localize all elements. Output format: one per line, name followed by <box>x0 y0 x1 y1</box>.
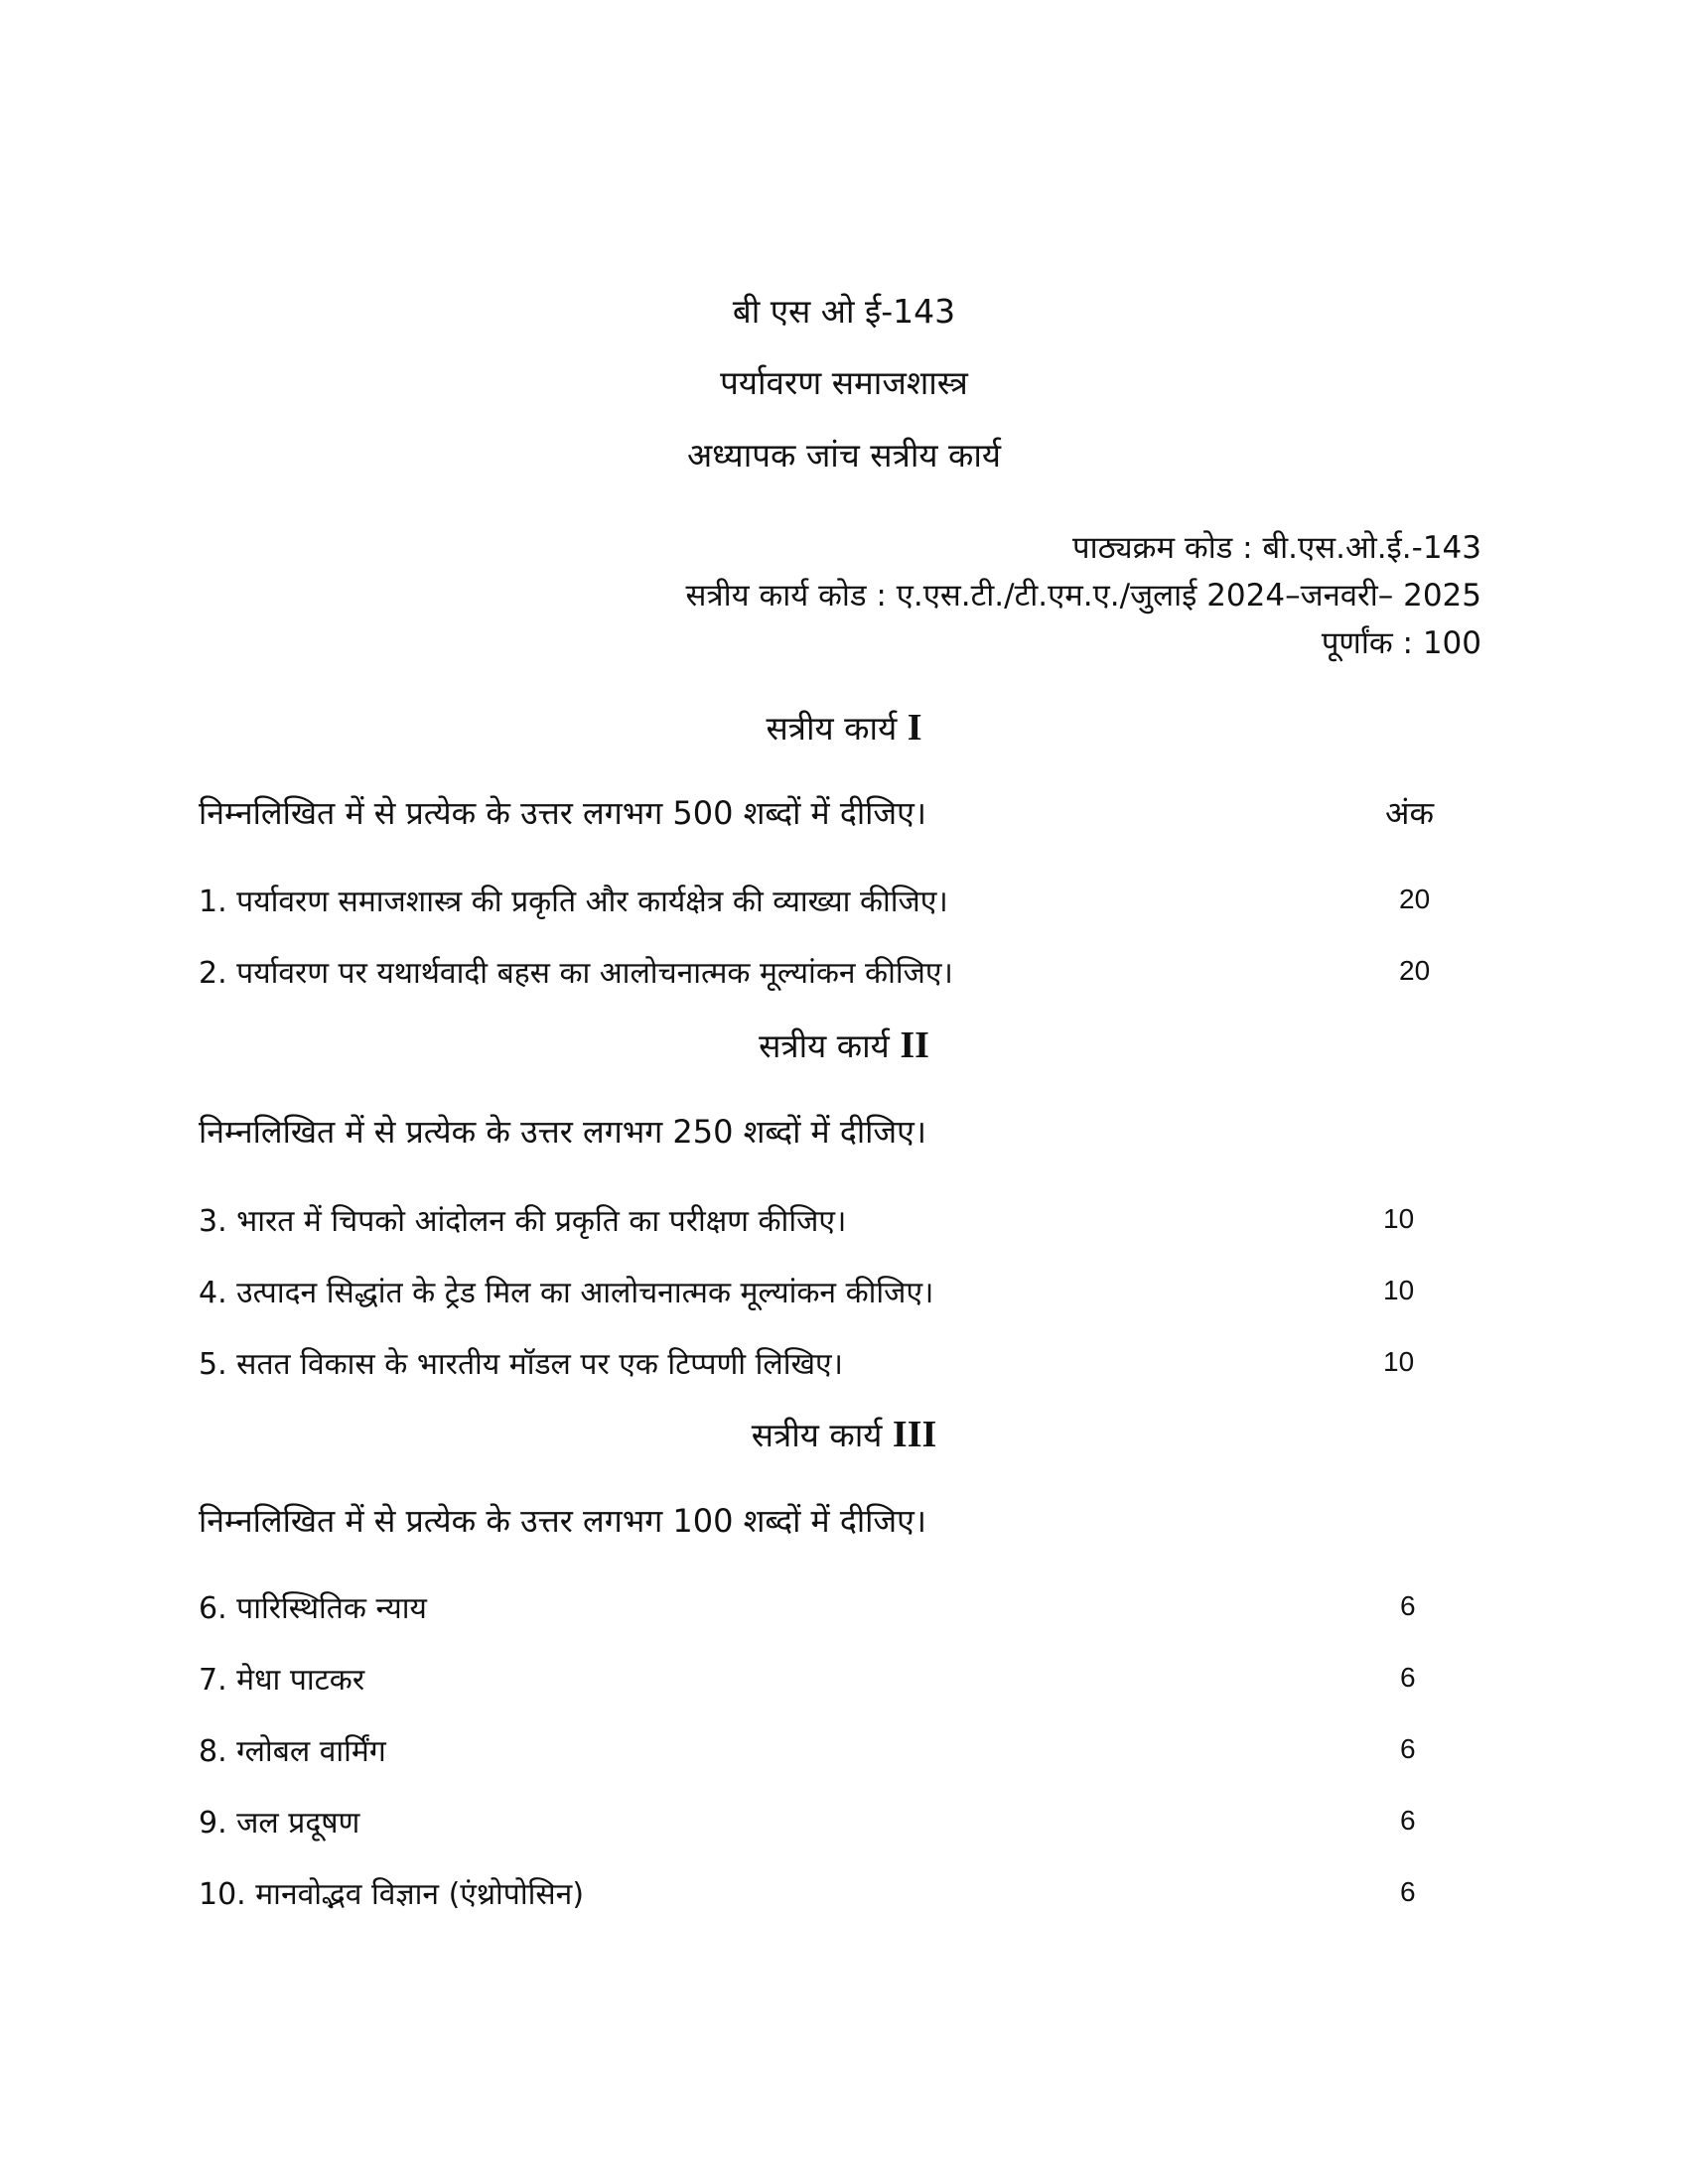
max-marks-line: पूर्णांक : 100 <box>1321 625 1481 661</box>
section-2-instruction: निम्नलिखित में से प्रत्येक के उत्तर लगभग 250 शब्दों में दीजिए। <box>199 1113 926 1151</box>
question-marks: 10 <box>1383 1346 1415 1377</box>
section-heading-prefix: सत्रीय कार्य <box>759 1026 890 1065</box>
assignment-type: अध्यापक जांच सत्रीय कार्य <box>686 436 1002 475</box>
assignment-code-line: सत्रीय कार्य कोड : ए.एस.टी./टी.एम.ए./जुलाई 2024–जनवरी– 2025 <box>685 578 1481 614</box>
question-marks: 20 <box>1399 884 1431 914</box>
course-code-title: बी एस ओ ई-143 <box>732 292 956 331</box>
question-marks: 6 <box>1400 1805 1416 1836</box>
question-item: 1. पर्यावरण समाजशास्त्र की प्रकृति और कार्यक्षेत्र की व्याख्या कीजिए। <box>199 885 948 919</box>
question-item: 7. मेधा पाटकर <box>199 1663 365 1698</box>
question-item: 6. पारिस्थितिक न्याय <box>199 1591 427 1626</box>
question-item: 3. भारत में चिपको आंदोलन की प्रकृति का परीक्षण कीजिए। <box>199 1204 847 1239</box>
section-heading-roman: II <box>900 1024 929 1066</box>
question-item: 5. सतत विकास के भारतीय मॉडल पर एक टिप्पणी लिखिए। <box>199 1347 843 1382</box>
question-marks: 10 <box>1383 1275 1415 1305</box>
section-3-instruction: निम्नलिखित में से प्रत्येक के उत्तर लगभग 100 शब्दों में दीजिए। <box>199 1502 926 1540</box>
question-marks: 10 <box>1383 1203 1415 1234</box>
section-heading-3 <box>0 1412 1688 1456</box>
section-heading-prefix: सत्रीय कार्य <box>751 1416 883 1454</box>
question-item: 2. पर्यावरण पर यथार्थवादी बहस का आलोचनात्मक मूल्यांकन कीजिए। <box>199 956 953 991</box>
section-heading-roman: III <box>892 1414 937 1455</box>
question-item: 4. उत्पादन सिद्धांत के ट्रेड मिल का आलोचनात्मक मूल्यांकन कीजिए। <box>199 1276 934 1310</box>
section-heading-roman: I <box>907 707 922 749</box>
marks-column-header: अंक <box>1385 794 1435 832</box>
section-heading-2 <box>0 1023 1688 1067</box>
question-item: 8. ग्लोबल वार्मिंग <box>199 1734 386 1769</box>
question-marks: 6 <box>1400 1662 1416 1693</box>
course-code-line: पाठ्यक्रम कोड : बी.एस.ओ.ई.-143 <box>1072 530 1481 566</box>
section-1-instruction: निम्नलिखित में से प्रत्येक के उत्तर लगभग 500 शब्दों में दीजिए। <box>199 794 926 832</box>
question-marks: 6 <box>1400 1733 1416 1764</box>
question-marks: 20 <box>1399 955 1431 986</box>
section-heading-prefix: सत्रीय कार्य <box>766 709 898 748</box>
question-marks: 6 <box>1400 1876 1416 1907</box>
section-heading-1 <box>0 705 1688 750</box>
course-title: पर्यावरण समाजशास्त्र <box>720 363 968 402</box>
question-item: 9. जल प्रदूषण <box>199 1806 360 1841</box>
question-marks: 6 <box>1400 1590 1416 1621</box>
question-item: 10. मानवोद्भव विज्ञान (एंथ्रोपोसिन) <box>199 1877 585 1912</box>
